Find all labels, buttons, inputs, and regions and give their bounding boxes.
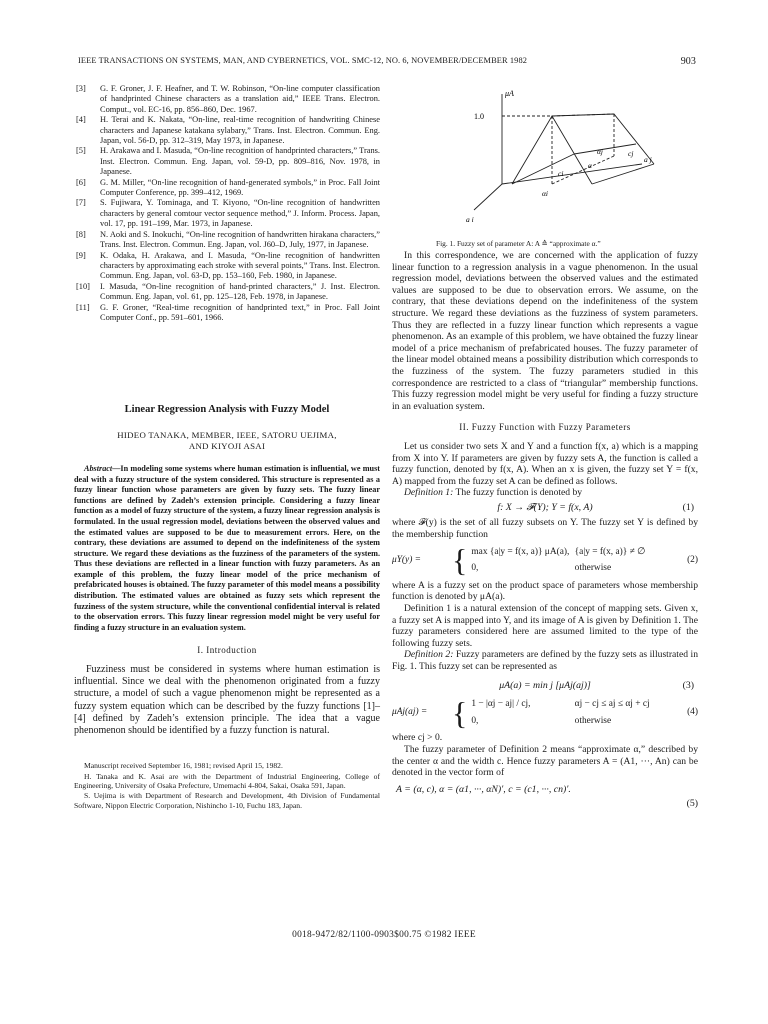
- equation-5: A = (α, c), α = (α1, ···, αN)′, c = (c1, ···, cn)′. (5): [396, 783, 698, 810]
- equation-3: μA(a) = min j [μAj(aj)] (3): [499, 679, 694, 691]
- reference-item: [10] I. Masuda, “On-line recognition of hand-printed characters,” J. Inst. Electron. Commun. Eng. Japan, vol. 61, pp. 125–128, Feb. 1978, in Japanese.: [76, 281, 380, 302]
- page-number: 903: [680, 56, 696, 67]
- footnote-received: Manuscript received September 16, 1981; revised April 15, 1982.: [84, 761, 283, 771]
- section2-paragraph-2: where 𝓕(y) is the set of all fuzzy subsets on Y. The fuzzy set Y is defined by the membership function: [392, 517, 698, 541]
- reference-item: [4] H. Terai and K. Nakata, “On-line, real-time recognition of handwriting Chinese characters and Japanese katakana sylabary,” Trans. Inst. Electron. Commun. Eng. Japan, vol. 56-D, pp. 312–319, May 1973, in Japanese.: [76, 115, 380, 146]
- equation-1: f: X → 𝓕(Y); Y = f(x, A) (1): [497, 501, 694, 513]
- footnote-affiliation-2: S. Uejima is with Department of Research and Development, 4th Division of Fundamental Software, Nippon Electric Corporation, Nishincho 1-10, Fuchu 183, Japan.: [74, 791, 380, 810]
- equation-2: μY(y) = { max {a|y = f(x, a)} μA(a), {a|y = f(x, a)} ≠ ∅ 0, otherwise (2): [392, 542, 698, 579]
- fig-label-axis-ai: a i: [466, 215, 474, 224]
- reference-item: [9] K. Odaka, H. Arakawa, and I. Masuda, “On-line recognition of handwritten characters by approximating each stroke with several points,” Trans. Inst. Electron. Commun. Eng. Japan, vol. 63-D, pp. 153–160, Feb. 1980, in Japanese.: [76, 250, 380, 281]
- copyright-footer: 0018-9472/82/1100-0903$00.75 ©1982 IEEE: [292, 930, 476, 940]
- section2-paragraph-5: The fuzzy parameter of Definition 2 means “approximate α,” described by the center α and the width c. Hence fuzzy parameters A = (A1, ···, An) can be denoted in the vector form of: [392, 743, 698, 779]
- journal-header: IEEE TRANSACTIONS ON SYSTEMS, MAN, AND CYBERNETICS, VOL. SMC-12, NO. 6, NOVEMBER/DECEMBER 1982: [78, 56, 528, 65]
- fig-label-ci: ci: [558, 169, 564, 178]
- article-title: Linear Regression Analysis with Fuzzy Model: [124, 404, 330, 416]
- definition-1: Definition 1: The fuzzy function is denoted by: [404, 487, 583, 499]
- reference-item: [5] H. Arakawa and I. Masuda, “On-line recognition of handprinted characters,” Trans. Inst. Electron. Commun. Eng. Japan, vol. 59-D, pp. 809–816, Nov. 1978, in Japanese.: [76, 146, 380, 177]
- author-line: [74, 430, 380, 452]
- reference-item: [11] G. F. Groner, “Real-time recognition of handprinted text,” in Proc. Fall Joint Computer Conf., pp. 591–601, 1966.: [76, 302, 380, 322]
- authors-line-1: HIDEO TANAKA, MEMBER, IEEE, SATORU UEJIMA,: [117, 429, 337, 440]
- figure-caption: Fig. 1. Fuzzy set of parameter A: A ≙ “approximate α.”: [436, 238, 601, 248]
- fuzzy-set-diagram: [392, 84, 698, 234]
- reference-item: [7] S. Fujiwara, Y. Tominaga, and T. Kiyono, “On-line recognition of handwritten characters by general comtour vector sequence method,” J. Inform. Process. Japan, vol. 17, pp. 191–199, Mar. 1973, in Japanese.: [76, 198, 380, 229]
- fig-label-ymax: 1.0: [474, 112, 484, 121]
- section2-paragraph-1: Let us consider two sets X and Y and a function f(x, a) which is a mapping from X into Y. If parameters are given by fuzzy sets A, the function is called a fuzzy function, denoted by f(x, A). When an x is given, the fuzzy set Y = f(x, A) mapped from the fuzzy set A can be defined as follows.: [392, 440, 698, 487]
- reference-list: [74, 84, 380, 323]
- equation-5-number: (5): [686, 798, 698, 810]
- reference-item: [3] G. F. Groner, J. F. Heafner, and T. W. Robinson, “On-line computer classification of handprinted Chinese characters as a translation aid,” IEEE Trans. Electron. Comput., vol. EC-16, pp. 856–860, Dec. 1967.: [76, 84, 380, 114]
- abstract-lead: Abstract—: [84, 463, 121, 473]
- fig-label-mu: μA: [505, 89, 514, 98]
- authors-line-2: AND KIYOJI ASAI: [188, 440, 266, 451]
- footnotes: [74, 761, 380, 810]
- where-c-positive: where cj > 0.: [392, 732, 443, 744]
- fig-label-alpha: α: [588, 161, 592, 170]
- section-heading-introduction: I. Introduction: [197, 645, 257, 656]
- abstract-text: In modeling some systems where human estimation is influential, we must deal with a fuzzy structure of the system considered. This structure is represented as a fuzzy linear function whose parameters are given by fuzzy sets. The fuzzy linear functions are defined by Zadeh’s extension principle. Considering a fuzzy linear function as a model of fuzzy structure of the system, a fuzzy linear regression analysis is formulated. In the usual regression model, deviations between the observed values and the estimated values are supposed to be due to measurement errors. Here, on the contrary, these deviations are assumed to depend on the indefiniteness of the system structure. We regard these deviations as the fuzziness of the parameters of the system. Thus these deviations are reflected in a linear function with fuzzy parameters. As an example of this problem, the fuzzy linear model of the price mechanism of prefabricated houses is obtained. The fuzzy parameter of this model means a possibility distribution. The estimated values are obtained as fuzzy sets which represent the fuzziness of the system structure, while the conventional confidential interval is related to the observation errors. This fuzzy linear regression model might be very useful for finding a fuzzy structure in an evaluation system.: [74, 463, 380, 632]
- running-header: [78, 56, 696, 65]
- section2-paragraph-4: Definition 1 is a natural extension of the concept of mapping sets. Given x, a fuzzy set A is mapped into Y, and its image of A is given by Definition 1. The fuzzy parameters considered here are assumed limited to the type of the following fuzzy sets.: [392, 603, 698, 649]
- reference-item: [8] N. Aoki and S. Inokuchi, “On-line recognition of handwritten hirakana characters,” Trans. Inst. Electron. Commun. Eng. Japan, vol. J60–D, July, 1977, in Japanese.: [76, 229, 380, 250]
- reference-item: [6] G. M. Miller, “On-line recognition of hand-generated symbols,” in Proc. Fall Joint Computer Conference, pp. 399–412, 1969.: [76, 177, 380, 198]
- section2-paragraph-3: where A is a fuzzy set on the product space of parameters whose membership function is denoted by μA(a).: [392, 579, 698, 603]
- right-column: [392, 84, 698, 814]
- fig-label-cj: cj: [628, 149, 634, 158]
- fig-label-axis-aj: a j: [644, 155, 652, 164]
- left-column: [74, 84, 380, 811]
- equation-4: μAj(aj) = { 1 − |αj − aj| / cj, αj − cj ≤ aj ≤ αj + cj 0, otherwise (4): [392, 694, 698, 731]
- section-heading-fuzzy-function: II. Fuzzy Function with Fuzzy Parameters: [459, 422, 631, 433]
- fig-label-alpha-i: αi: [542, 189, 549, 198]
- footnote-affiliation-1: H. Tanaka and K. Asai are with the Department of Industrial Engineering, College of Engineering, University of Osaka Prefecture, Umemachi 4-804, Sakai, Osaka 591, Japan.: [74, 771, 380, 791]
- abstract: [74, 464, 380, 634]
- fig-label-alpha-j: αj: [597, 147, 604, 156]
- intro-paragraph: Fuzziness must be considered in systems where human estimation is influential. Since we deal with the phenomenon originated from a fuzzy structure, a model of such a vague phenomenon might be represented as a fuzzy system equation which can be described by the fuzzy functions [1]–[4] defined by Zadeh’s extension principle. The idea that a vague phenomenon should be identified by a fuzzy function is natural.: [74, 664, 380, 737]
- definition-2: Definition 2: Fuzzy parameters are defined by the fuzzy sets as illustrated in Fig. 1. This fuzzy set can be represented as: [392, 649, 698, 672]
- correspondence-paragraph: In this correspondence, we are concerned with the application of fuzzy linear function to a regression analysis in a vague phenomenon. In the usual regression model, deviations between the observed values and the estimated values are supposed to be due to observation errors. We assume, on the contrary, that these deviations depend on the indefiniteness of the system structure. We regard these deviations as the fuzziness of system parameters. Thus they are reflected in a fuzzy linear function which represents a vague phenomenon. As an example of this problem, we have obtained the fuzzy linear model of a price mechanism of prefabricated houses. The fuzzy parameter of the linear model obtained means a possibility distribution which corresponds to the fuzziness of the system. The fuzzy parameters studied in this correspondence are restricted to a class of “triangular” membership functions. This fuzzy regression model might be very useful for finding a fuzzy structure in an evaluation system.: [392, 250, 698, 412]
- figure-1: [392, 84, 698, 248]
